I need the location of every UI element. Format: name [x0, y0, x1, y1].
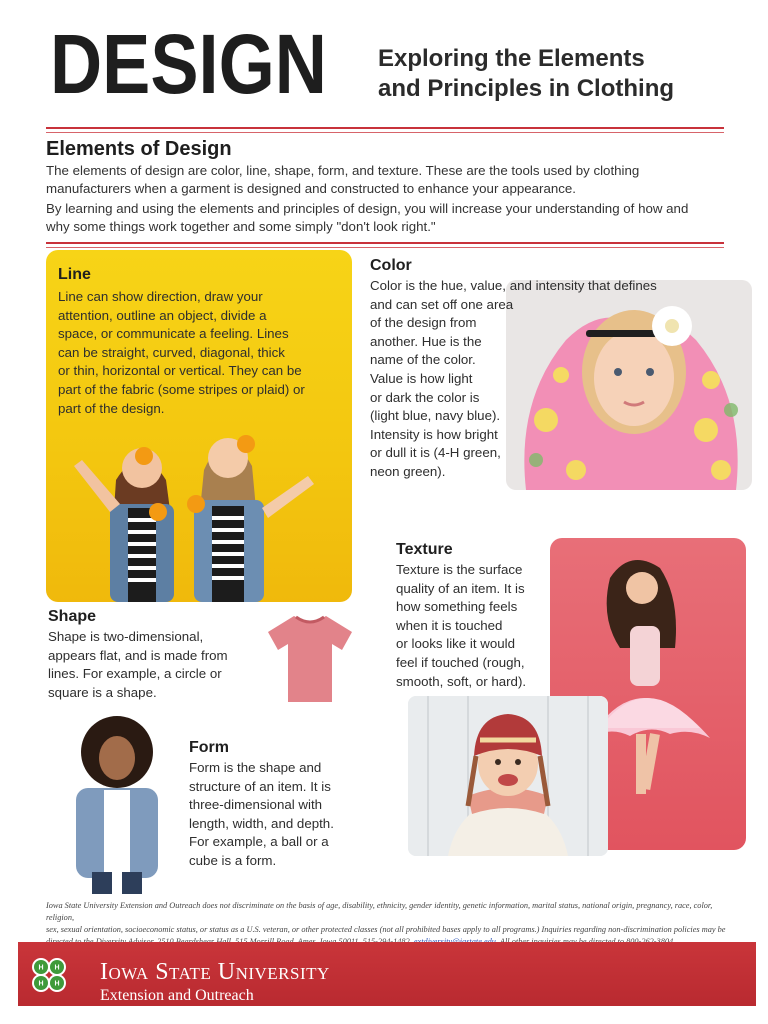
text-line: can be straight, curved, diagonal, thick: [58, 344, 285, 360]
text-line: structure of an item. It is: [189, 778, 331, 794]
text-line: cube is a form.: [189, 852, 277, 868]
shape-heading: Shape: [48, 608, 97, 625]
disclaimer-line: Iowa State University Extension and Outreach does not discriminate on the basis of age, disability, ethnicity, gender identity, genetic information, marital status, national origin, pregnancy, race, color, religion,: [46, 901, 713, 922]
text-line: Color is the hue, value, and intensity that defines: [370, 278, 657, 293]
text-line: how something feels: [396, 599, 518, 615]
section-title: Elements of Design: [46, 138, 232, 160]
line-heading: Line: [58, 266, 91, 283]
color-heading: Color: [370, 257, 412, 274]
university-name: Iowa State University: [100, 959, 330, 985]
section-rule-bottom: [46, 247, 724, 248]
text-line: part of the fabric (some stripes or plaid) or: [58, 381, 305, 397]
section-rule-top: [46, 242, 724, 244]
page-subtitle: [378, 44, 718, 104]
text-line: square is a shape.: [48, 684, 157, 700]
intro-paragraph-1: [46, 162, 736, 198]
footer-banner: [18, 942, 756, 1006]
subtitle-line-1: Exploring the Elements: [378, 45, 645, 72]
two-girls-photo: [46, 420, 352, 602]
form-photo: [62, 712, 172, 894]
form-text: [189, 759, 389, 871]
text-line: or dark the color is: [370, 389, 480, 405]
intro-line: why some things work together and some simply "don't look right.": [46, 219, 436, 234]
intro-line: manufacturers when a garment is designed and constructed to enhance your appearance.: [46, 181, 576, 196]
text-line: Value is how light: [370, 370, 473, 386]
text-line: another. Hue is the: [370, 333, 482, 349]
texture-heading: Texture: [396, 541, 453, 558]
text-line: part of the design.: [58, 400, 165, 416]
text-line: or looks like it would: [396, 636, 515, 652]
text-line: length, width, and depth.: [189, 815, 334, 831]
extension-name: Extension and Outreach: [100, 987, 254, 1004]
intro-line: The elements of design are color, line, shape, form, and texture. These are the tools used by clothing: [46, 163, 640, 178]
text-line: appears flat, and is made from: [48, 647, 228, 663]
text-line: or dull it is (4-H green,: [370, 445, 501, 461]
text-line: name of the color.: [370, 352, 476, 368]
text-line: For example, a ball or a: [189, 834, 329, 850]
text-line: lines. For example, a circle or: [48, 666, 222, 682]
text-line: (light blue, navy blue).: [370, 408, 501, 424]
subtitle-line-2: and Principles in Clothing: [378, 75, 675, 102]
shape-text: [48, 628, 278, 702]
header-rule-top: [46, 127, 724, 129]
text-line: space, or communicate a feeling. Lines: [58, 326, 289, 342]
winter-girl-photo: [408, 696, 608, 856]
girl-knit-hat-image: [408, 696, 608, 856]
svg-text:H: H: [38, 964, 44, 972]
svg-text:H: H: [54, 964, 60, 972]
color-text: [370, 277, 710, 482]
text-line: neon green).: [370, 463, 446, 479]
text-line: or thin, horizontal or vertical. They can be: [58, 363, 302, 379]
text-line: feel if touched (rough,: [396, 654, 525, 670]
text-line: Line can show direction, draw your: [58, 289, 263, 304]
form-heading: Form: [189, 739, 229, 756]
svg-text:H: H: [54, 980, 60, 988]
child-denim-jacket-image: [62, 712, 172, 894]
intro-line: By learning and using the elements and principles of design, you will increase your understanding of how and: [46, 201, 689, 216]
text-line: and can set off one area: [370, 296, 514, 312]
text-line: of the design from: [370, 315, 477, 331]
text-line: Form is the shape and: [189, 760, 322, 775]
4h-clover-icon: [28, 954, 70, 996]
text-line: quality of an item. It is: [396, 580, 525, 596]
t-shirt-icon: [266, 612, 354, 704]
text-line: Texture is the surface: [396, 562, 523, 577]
svg-text:H: H: [38, 980, 44, 988]
text-line: three-dimensional with: [189, 797, 323, 813]
page-title: DESIGN: [50, 17, 327, 111]
text-line: attention, outline an object, divide a: [58, 307, 267, 323]
line-text: [58, 288, 348, 418]
intro-paragraph-2: [46, 200, 736, 236]
text-line: when it is touched: [396, 617, 503, 633]
disclaimer-line: sex, sexual orientation, socioeconomic status, or status as a U.S. veteran, or other protected classes (not all prohibited bases apply to all programs.) Inquiries regarding non-discrimination policies may be: [46, 925, 726, 934]
texture-text: [396, 561, 556, 691]
text-line: Shape is two-dimensional,: [48, 629, 204, 644]
nondiscrimination-statement: [46, 900, 736, 948]
line-card: [46, 250, 352, 602]
text-line: smooth, soft, or hard).: [396, 673, 527, 689]
header-rule-bottom: [46, 132, 724, 133]
text-line: Intensity is how bright: [370, 426, 498, 442]
